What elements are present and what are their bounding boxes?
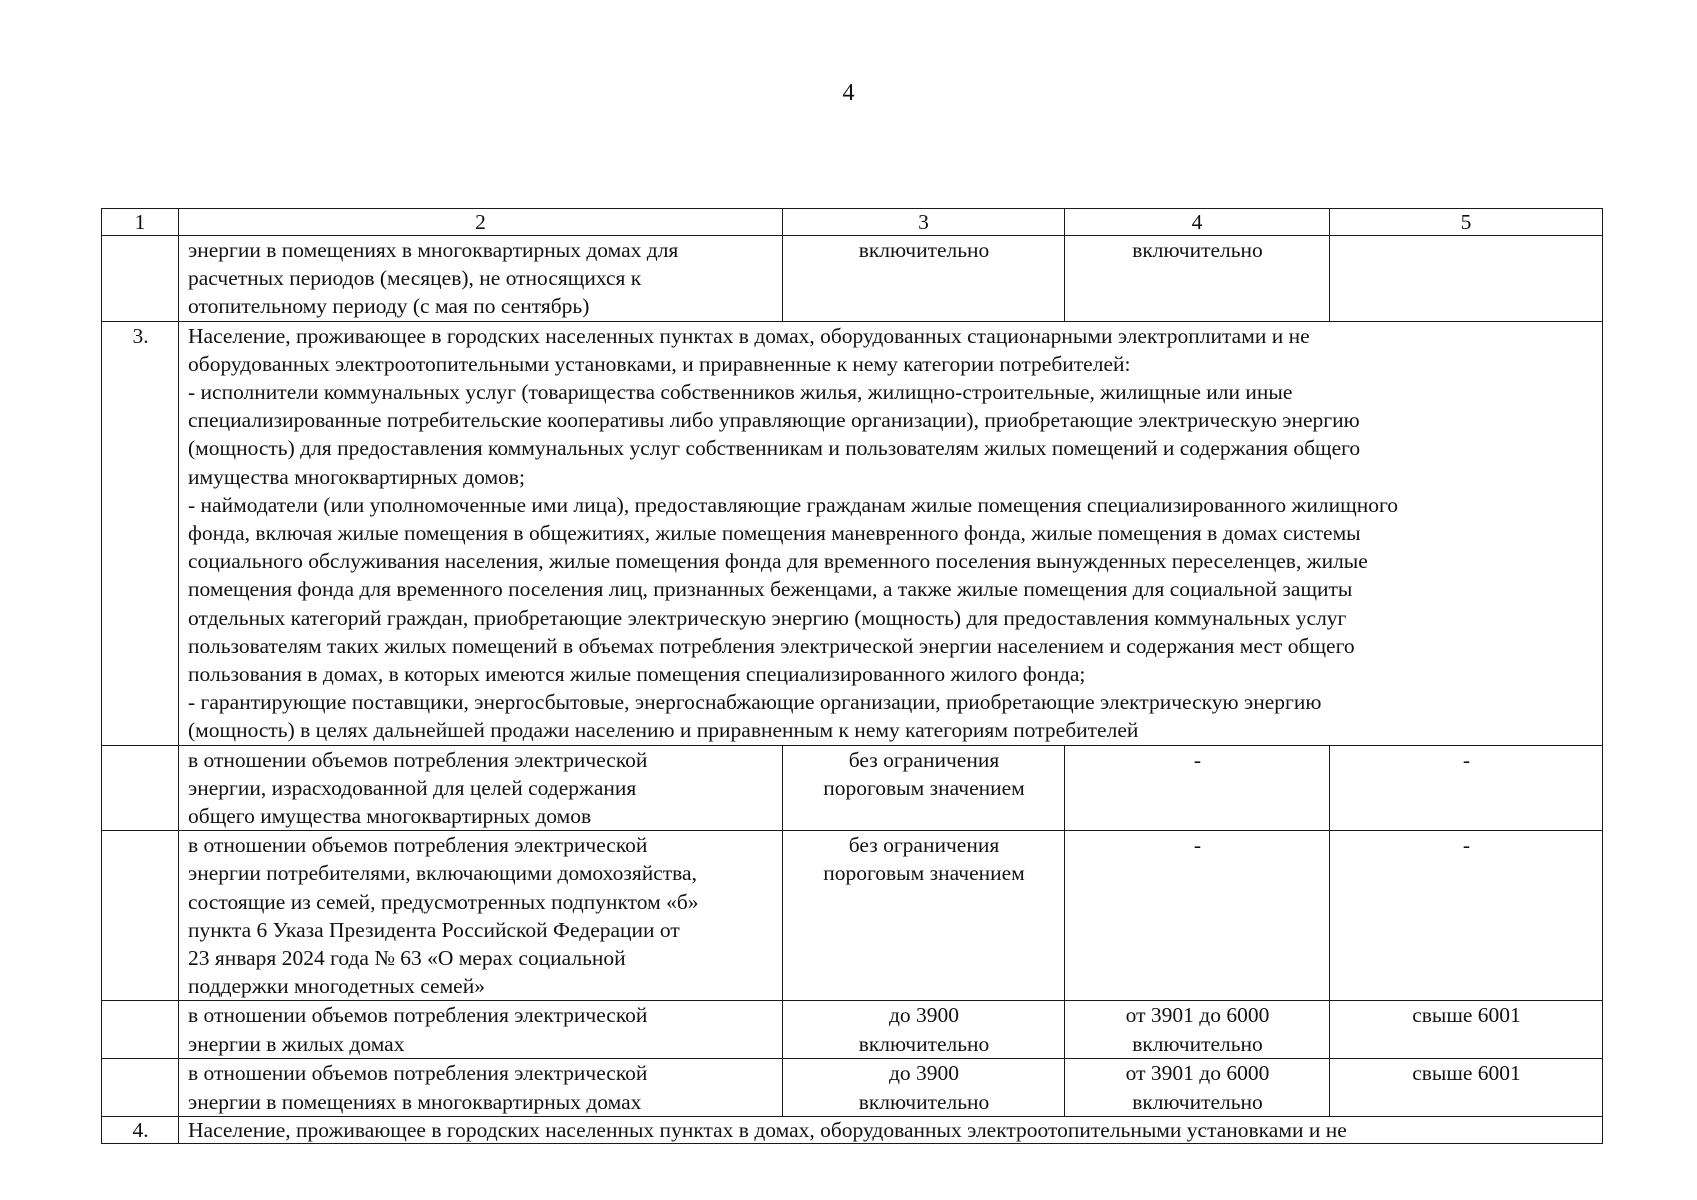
range-cell-col5: свыше 6001	[1330, 1059, 1603, 1117]
text-line: Население, проживающее в городских населенных пунктах в домах, оборудованных электроотопительными установками и не	[188, 1118, 1347, 1143]
text-line: энергии в помещениях в многоквартирных домах	[188, 1089, 642, 1114]
section-description	[179, 321, 1603, 745]
range-cell-col3: включительно	[783, 236, 1065, 322]
header-cell-3: 3	[783, 209, 1065, 236]
text-line: - исполнители коммунальных услуг (товарищества собственников жилья, жилищно-строительные, жилищные или иные	[188, 380, 1293, 405]
row-description-cell	[179, 745, 783, 831]
text-line: - наймодатели (или уполномоченные ими лица), предоставляющие гражданам жилые помещения специализированного жилищного	[188, 492, 1398, 517]
text-line: энергии в помещениях в многоквартирных домах для	[188, 238, 679, 262]
text-line: отопительному периоду (с мая по сентябрь)	[188, 294, 590, 319]
table-row-sub-3	[102, 1001, 1603, 1059]
text-line: Население, проживающее в городских населенных пунктах в домах, оборудованных стационарными электроплитами и не	[188, 323, 1310, 348]
range-cell-col5: -	[1330, 831, 1603, 1001]
text-line: пользования в домах, в которых имеются жилые помещения специализированного жилого фонда;	[188, 662, 1086, 687]
range-cell-col3	[783, 831, 1065, 1001]
text-line: поддержки многодетных семей»	[188, 974, 485, 999]
range-cell-col3	[783, 1059, 1065, 1117]
row-number-cell	[102, 1001, 179, 1059]
range-cell-col4: включительно	[1065, 236, 1330, 322]
row-description-cell	[179, 1059, 783, 1117]
row-number-cell	[102, 831, 179, 1001]
header-cell-4: 4	[1065, 209, 1330, 236]
text-line: фонда, включая жилые помещения в общежитиях, жилые помещения маневренного фонда, жилые помещения в домах системы	[188, 521, 1361, 546]
row-number-cell	[102, 1059, 179, 1117]
text-line: социального обслуживания населения, жилые помещения фонда для временного поселения вынужденных переселенцев, жилые	[188, 549, 1368, 574]
section-number: 4.	[102, 1117, 179, 1144]
text-line: помещения фонда для временного поселения лиц, признанных беженцами, а также жилые помещения для социальной защиты	[188, 577, 1353, 602]
range-cell-col3	[783, 1001, 1065, 1059]
text-line: пункта 6 Указа Президента Российской Федерации от	[188, 917, 680, 942]
row-number-cell	[102, 236, 179, 322]
text-line: отдельных категорий граждан, приобретающие электрическую энергию (мощность) для предоставления коммунальных услуг	[188, 605, 1347, 630]
text-line: (мощность) в целях дальнейшей продажи населению и приравненным к нему категориям потребителей	[188, 718, 1139, 743]
table-header-row	[102, 209, 1603, 236]
text-line: общего имущества многоквартирных домов	[188, 804, 592, 829]
text-line: в отношении объемов потребления электрической	[188, 747, 648, 772]
range-cell-col5: свыше 6001	[1330, 1001, 1603, 1059]
text-line: (мощность) для предоставления коммунальных услуг собственникам и пользователям жилых помещений и содержания общего	[188, 436, 1361, 461]
text-line: энергии в жилых домах	[188, 1031, 405, 1056]
text-line: 23 января 2024 года № 63 «О мерах социальной	[188, 946, 626, 971]
text-line: оборудованных электроотопительными установками, и приравненные к нему категории потребителей:	[188, 351, 1131, 376]
table-row-sub-4	[102, 1059, 1603, 1117]
range-line: пороговым значением	[823, 775, 1025, 800]
text-line: энергии, израсходованной для целей содержания	[188, 775, 637, 800]
range-line: включительно	[1132, 1031, 1263, 1056]
range-cell-col4: -	[1065, 745, 1330, 831]
range-cell-col4	[1065, 1001, 1330, 1059]
text-line: в отношении объемов потребления электрической	[188, 833, 648, 858]
table-row-continued	[102, 236, 1603, 322]
range-line: от 3901 до 6000	[1125, 1003, 1270, 1028]
text-line: - гарантирующие поставщики, энергосбытовые, энергоснабжающие организации, приобретающие электрическую энергию	[188, 690, 1322, 715]
text-line: имущества многоквартирных домов;	[188, 464, 525, 489]
range-line: до 3900	[888, 1061, 960, 1086]
header-cell-5: 5	[1330, 209, 1603, 236]
range-cell-col3	[783, 745, 1065, 831]
range-cell-col4	[1065, 1059, 1330, 1117]
range-cell-col5	[1330, 236, 1603, 322]
section-number: 3.	[102, 321, 179, 745]
text-line: энергии потребителями, включающими домохозяйства,	[188, 861, 697, 886]
page-number: 4	[842, 80, 855, 106]
range-line: включительно	[858, 1089, 990, 1114]
tariff-table	[101, 208, 1603, 1144]
table-row-section-3	[102, 321, 1603, 745]
table-row-section-4	[102, 1117, 1603, 1144]
row-description-cell	[179, 236, 783, 322]
header-cell-2: 2	[179, 209, 783, 236]
header-cell-1: 1	[102, 209, 179, 236]
text-line: специализированные потребительские кооперативы либо управляющие организации), приобретающие электрическую энергию	[188, 408, 1360, 433]
row-number-cell	[102, 745, 179, 831]
range-line: пороговым значением	[823, 861, 1025, 886]
range-line: включительно	[1132, 1089, 1263, 1114]
range-line: до 3900	[888, 1003, 960, 1028]
table-row-sub-1	[102, 745, 1603, 831]
range-line: без ограничения	[848, 833, 1000, 858]
row-description-cell	[179, 831, 783, 1001]
text-line: пользователям таких жилых помещений в объемах потребления электрической энергии населением и содержания мест общего	[188, 633, 1355, 658]
range-cell-col4: -	[1065, 831, 1330, 1001]
range-line: включительно	[858, 1031, 990, 1056]
table-row-sub-2	[102, 831, 1603, 1001]
text-line: в отношении объемов потребления электрической	[188, 1061, 648, 1086]
range-line: без ограничения	[848, 747, 1000, 772]
section-description	[179, 1117, 1603, 1144]
text-line: состоящие из семей, предусмотренных подпунктом «б»	[188, 889, 699, 914]
range-line: от 3901 до 6000	[1125, 1061, 1270, 1086]
text-line: в отношении объемов потребления электрической	[188, 1003, 648, 1028]
range-cell-col5: -	[1330, 745, 1603, 831]
text-line: расчетных периодов (месяцев), не относящихся к	[188, 266, 642, 291]
row-description-cell	[179, 1001, 783, 1059]
